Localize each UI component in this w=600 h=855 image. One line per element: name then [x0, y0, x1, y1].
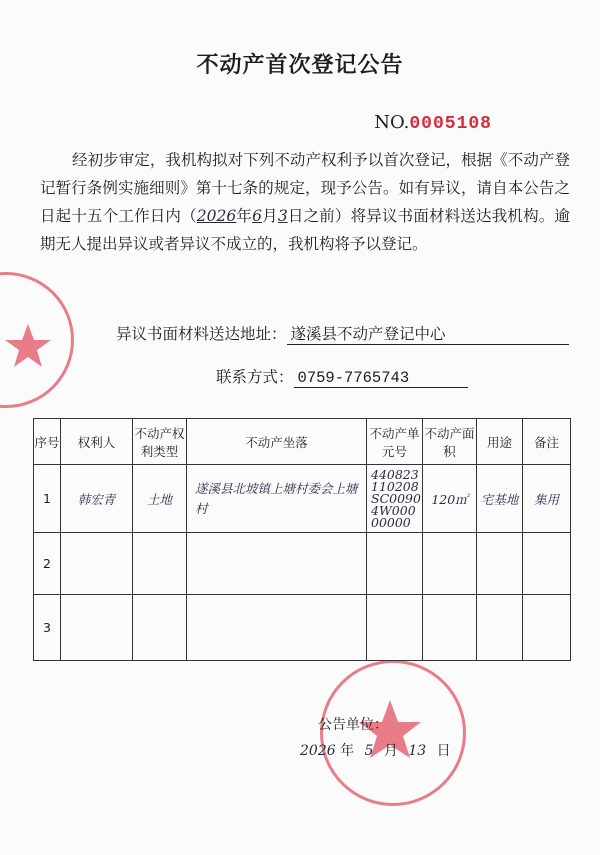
body-part-1: 经初步审定，我机构拟对下列不动产权利予以首次登记，根据《不动产登记暂行条例实施细则》第十七条的规定，现予公告。如有异议，请自本公告之日起十五个工作日内（ [40, 151, 570, 225]
issue-day-char: 日 [436, 743, 451, 759]
header-cell: 用途 [477, 419, 523, 465]
location-cell [187, 533, 367, 595]
table-row [34, 465, 571, 533]
deadline-day: 3 [277, 207, 288, 225]
page-title: 不动产首次登记公告 [196, 53, 404, 78]
issue-year: 2026 [300, 743, 336, 759]
issuing-unit [318, 714, 388, 734]
deadline-month: 6 [252, 207, 262, 225]
use-cell: 宅基地 [477, 465, 523, 533]
note-cell [523, 533, 571, 595]
holder-cell: 韩宏青 [61, 465, 133, 533]
type-cell [133, 595, 187, 661]
issue-month: 5 [364, 743, 374, 759]
notice-body [40, 146, 570, 258]
contact-value: 0759-7765743 [294, 369, 468, 388]
issue-date [300, 740, 451, 760]
location-cell: 遂溪县北坡镇上塘村委会上塘村 [187, 465, 367, 533]
header-cell: 备注 [523, 419, 571, 465]
note-cell: 集用 [523, 465, 571, 533]
note-cell [523, 595, 571, 661]
unit-number-cell [367, 533, 423, 595]
area-cell [423, 533, 477, 595]
deadline-year: 2026 [196, 207, 237, 225]
property-table [33, 418, 571, 661]
year-char: 年 [236, 207, 253, 225]
use-cell [477, 595, 523, 661]
address-row [116, 322, 569, 345]
unit-label: 公告单位： [318, 717, 388, 733]
header-cell: 权利人 [61, 419, 133, 465]
row-number: 2 [34, 533, 61, 595]
official-seal-left [0, 272, 74, 408]
table-row [34, 595, 571, 661]
issue-day: 13 [408, 743, 427, 759]
row-number: 1 [34, 465, 61, 533]
use-cell [477, 533, 523, 595]
header-cell: 不动产单元号 [367, 419, 423, 465]
location-cell [187, 595, 367, 661]
type-cell [133, 533, 187, 595]
address-label: 异议书面材料送达地址： [116, 325, 287, 343]
holder-cell [61, 533, 133, 595]
contact-label: 联系方式： [216, 368, 294, 386]
type-cell: 土地 [133, 465, 187, 533]
table-row [34, 533, 571, 595]
holder-cell [61, 595, 133, 661]
issue-month-char: 月 [383, 743, 398, 759]
header-cell: 序号 [34, 419, 61, 465]
issue-year-char: 年 [340, 743, 355, 759]
header-cell: 不动产面积 [423, 419, 477, 465]
unit-number-cell [367, 595, 423, 661]
body-part-2: 将异议书面材料送达我机构。逾期无人提出异议或者异议不成立的，我机构将予以登记。 [40, 207, 570, 253]
month-char: 月 [261, 207, 278, 225]
area-cell: 120㎡ [423, 465, 477, 533]
contact-row [216, 365, 468, 388]
row-number: 3 [34, 595, 61, 661]
day-char: 日之前） [287, 207, 351, 225]
unit-number-cell: 440823110208SC00904W00000000 [367, 465, 423, 533]
serial-prefix: NO. [374, 112, 410, 133]
header-cell: 不动产坐落 [187, 419, 367, 465]
serial-value: 0005108 [409, 114, 492, 134]
serial-number [374, 112, 492, 134]
address-value: 遂溪县不动产登记中心 [287, 322, 569, 345]
header-cell: 不动产权利类型 [133, 419, 187, 465]
area-cell [423, 595, 477, 661]
table-header-row [34, 419, 571, 465]
